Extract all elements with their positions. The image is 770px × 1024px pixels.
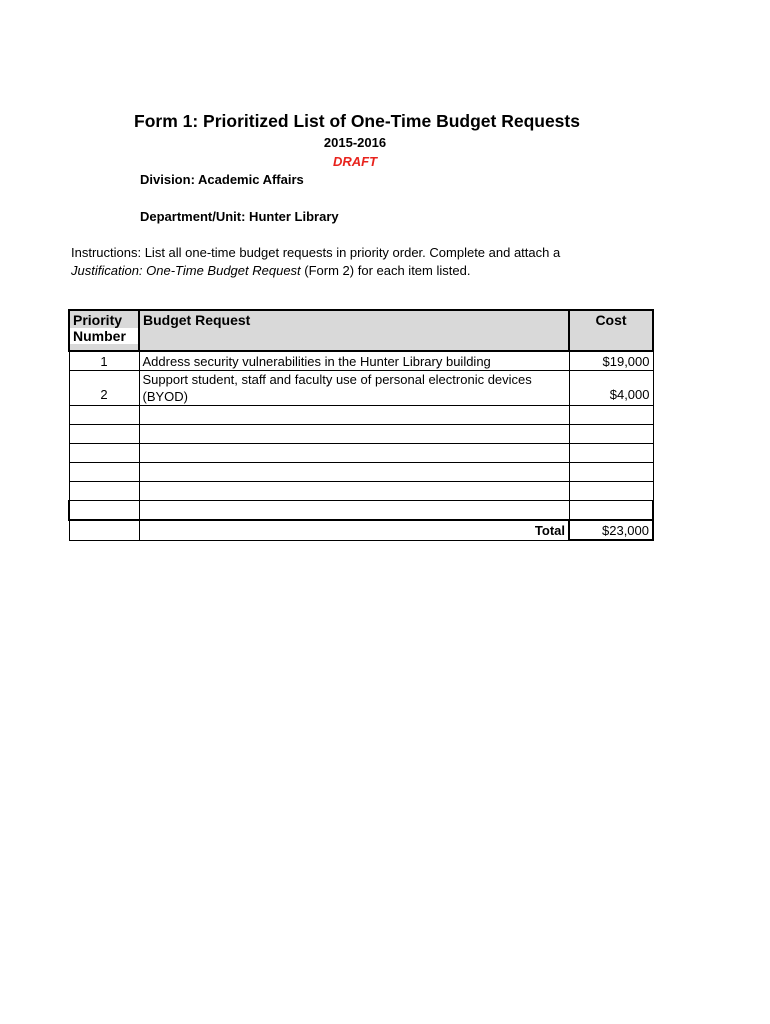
- division-label: Division: Academic Affairs: [140, 172, 304, 187]
- empty-cell: [139, 406, 569, 425]
- empty-cell: [69, 444, 139, 463]
- empty-cell: [569, 501, 653, 521]
- empty-cell: [69, 406, 139, 425]
- empty-row: [69, 406, 653, 425]
- empty-cell: [569, 482, 653, 501]
- department-label: Department/Unit: Hunter Library: [140, 209, 339, 224]
- priority-header-line-2: Number: [70, 328, 138, 344]
- table-row: [69, 351, 653, 371]
- instructions-line-1: Instructions: List all one-time budget requests in priority order. Complete and attach a: [71, 245, 561, 260]
- priority-number-header: [69, 310, 139, 351]
- cost-header: Cost: [569, 310, 653, 351]
- empty-cell: [569, 406, 653, 425]
- empty-row: [69, 482, 653, 501]
- empty-cell: [139, 425, 569, 444]
- empty-cell: [569, 444, 653, 463]
- empty-cell: [139, 482, 569, 501]
- request-cell: Address security vulnerabilities in the Hunter Library building: [139, 351, 569, 371]
- empty-cell: [69, 425, 139, 444]
- empty-cell: [139, 501, 569, 521]
- cost-cell: $19,000: [569, 351, 653, 371]
- form-title: Form 1: Prioritized List of One-Time Budget Requests: [134, 111, 580, 131]
- empty-cell: [569, 463, 653, 482]
- table-header-row: [69, 310, 653, 351]
- empty-row: [69, 444, 653, 463]
- instructions-line-2-rest: (Form 2) for each item listed.: [300, 263, 471, 278]
- table-row: [69, 371, 653, 406]
- budget-request-header: Budget Request: [139, 310, 569, 351]
- empty-cell: [69, 501, 139, 521]
- priority-header-line-1: Priority: [73, 312, 123, 328]
- fiscal-year: 2015-2016: [323, 135, 387, 150]
- empty-cell: [139, 444, 569, 463]
- form-2-reference: Justification: One-Time Budget Request: [71, 263, 301, 278]
- total-value: $23,000: [569, 520, 653, 540]
- budget-requests-table: [68, 309, 654, 541]
- total-spacer: [69, 520, 139, 540]
- empty-row: [69, 425, 653, 444]
- empty-row: [69, 501, 653, 521]
- priority-cell: 2: [69, 371, 139, 406]
- cost-cell: $4,000: [569, 371, 653, 406]
- request-line-2: (BYOD): [142, 389, 188, 404]
- instructions-line-2: [71, 263, 470, 278]
- empty-cell: [139, 463, 569, 482]
- total-label: Total: [139, 520, 569, 540]
- draft-status: DRAFT: [332, 154, 378, 169]
- empty-cell: [69, 463, 139, 482]
- priority-cell: 1: [69, 351, 139, 371]
- empty-row: [69, 463, 653, 482]
- total-row: [69, 520, 653, 540]
- request-cell: [139, 371, 569, 406]
- request-line-1: Support student, staff and faculty use of personal electronic devices: [142, 372, 532, 387]
- empty-cell: [69, 482, 139, 501]
- empty-cell: [569, 425, 653, 444]
